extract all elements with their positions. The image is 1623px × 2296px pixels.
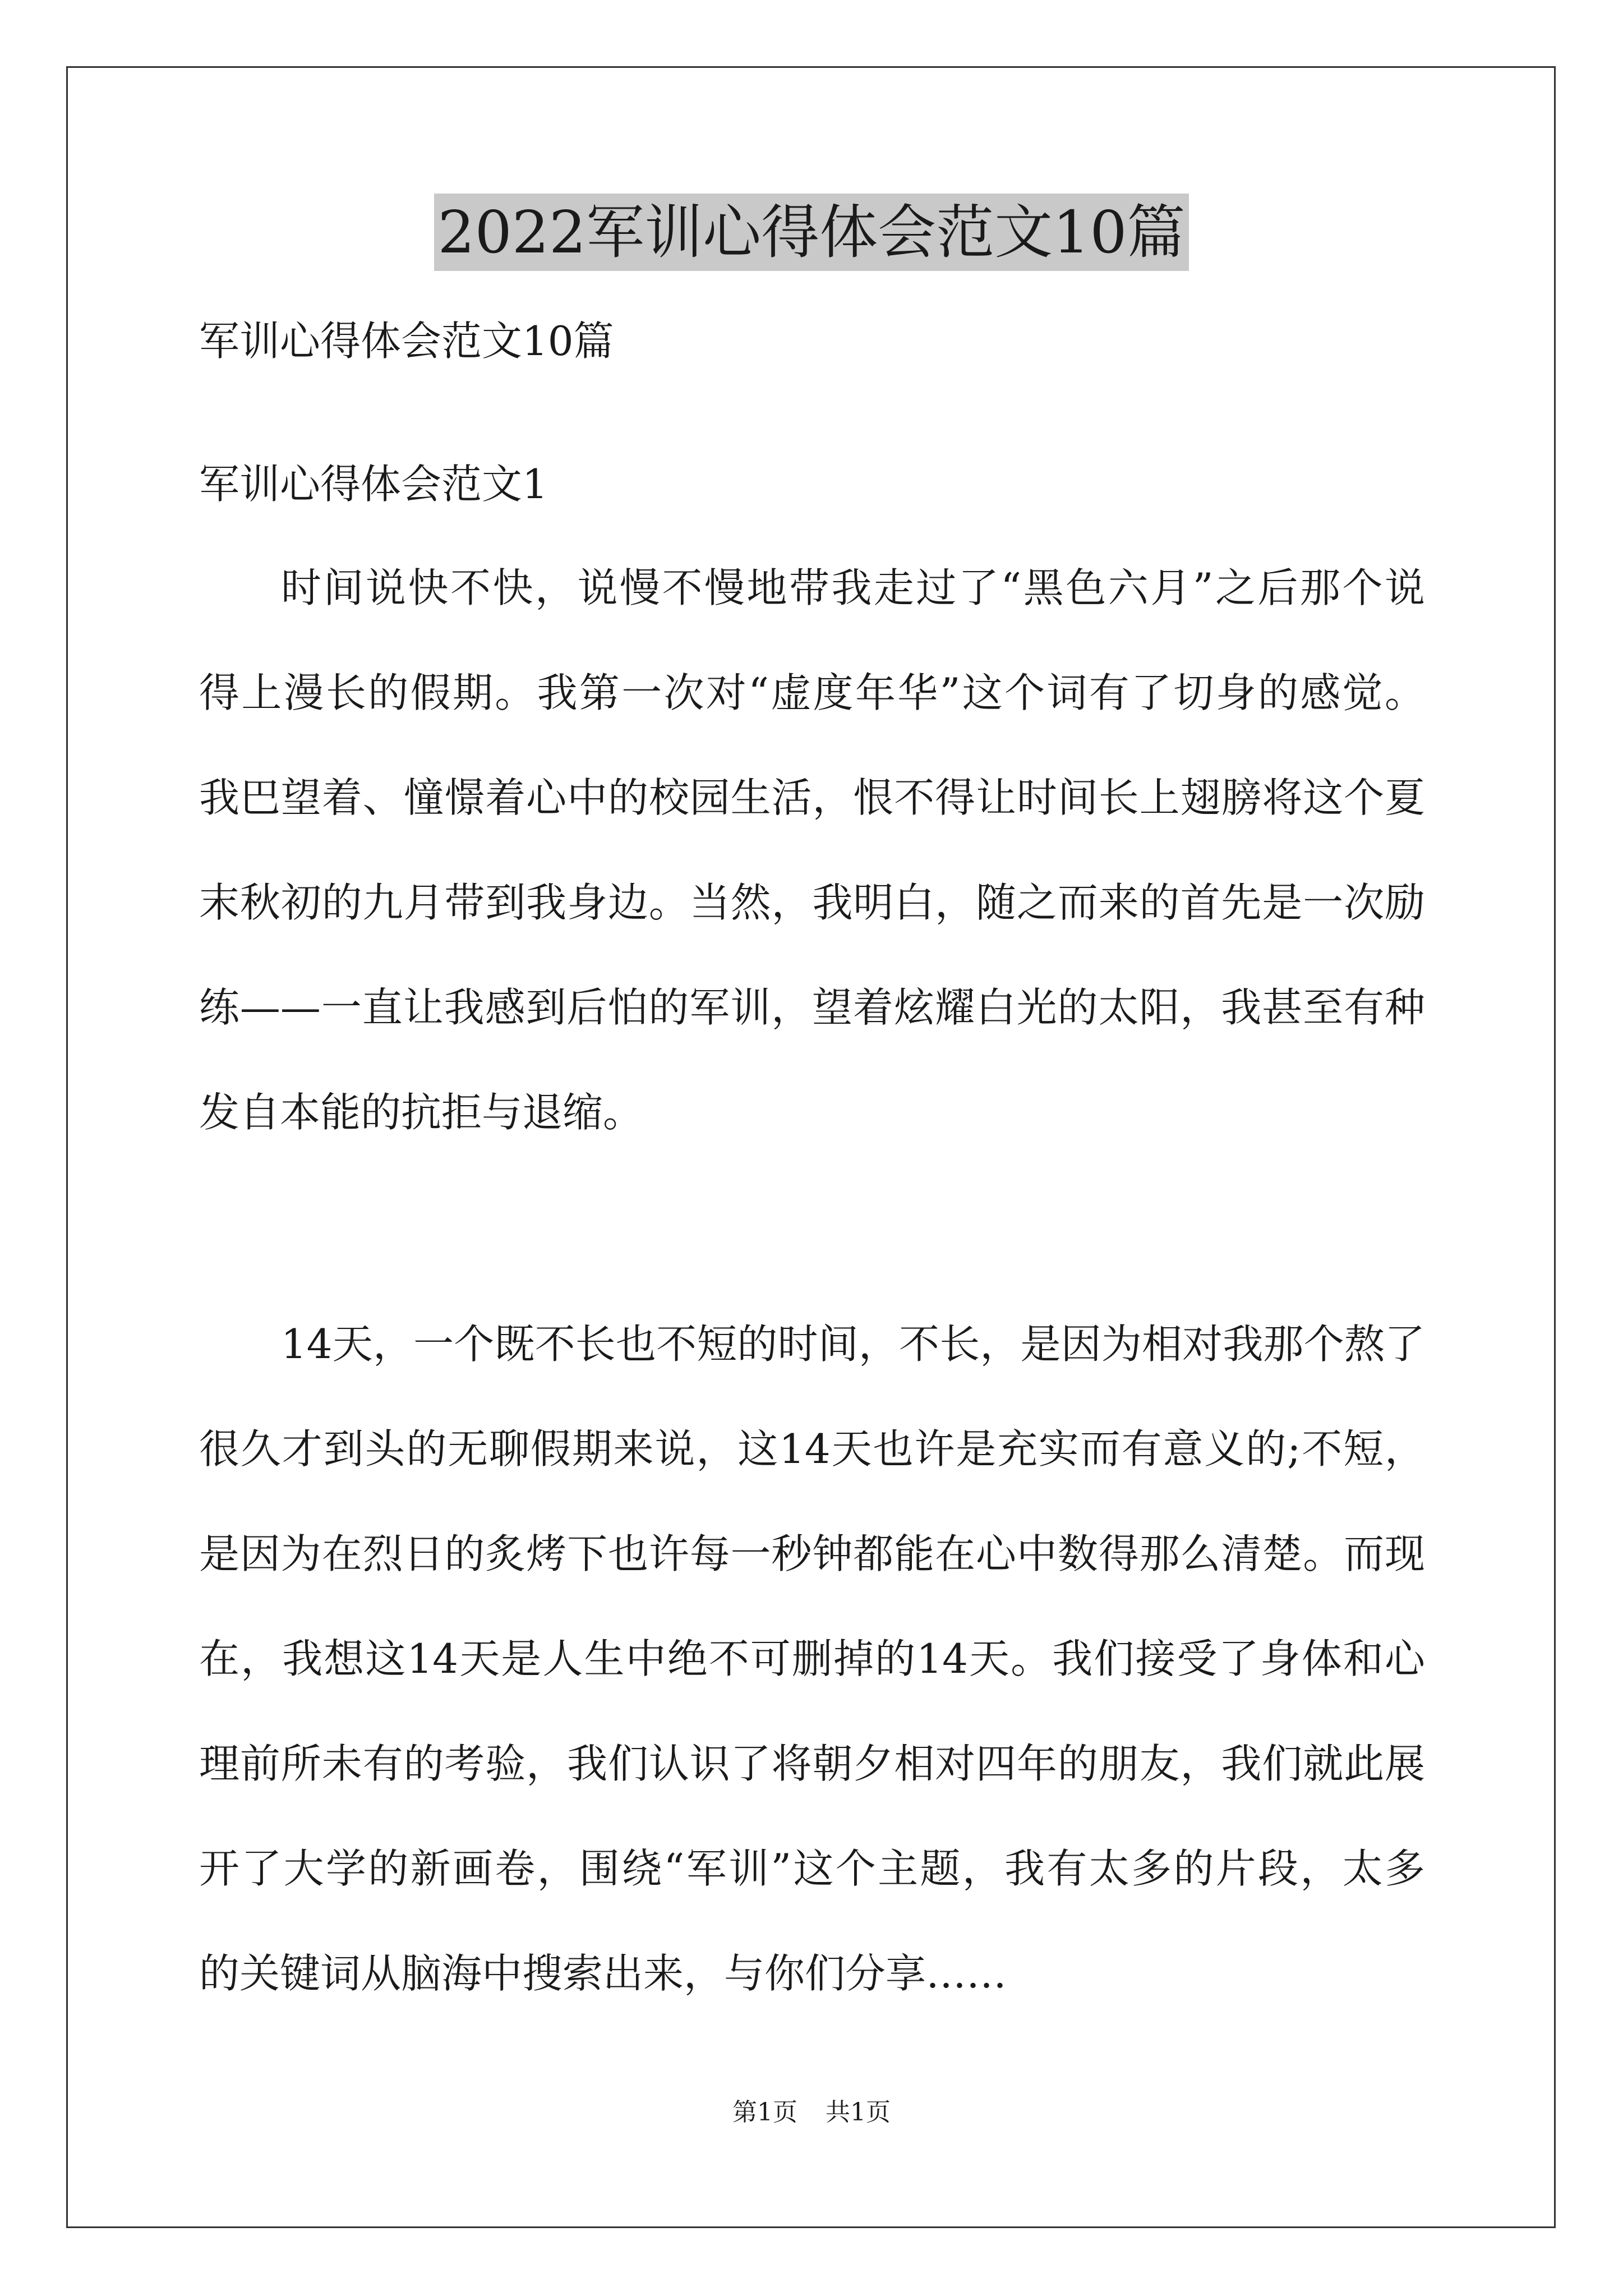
document-title-text: 2022军训心得体会范文10篇 <box>434 194 1188 271</box>
paragraph-2-line-7: 的关键词从脑海中搜索出来，与你们分享…… <box>199 1950 1007 1997</box>
paragraph-1-line-6: 发自本能的抗拒与退缩。 <box>199 1089 644 1136</box>
page-total: 共1页 <box>826 2098 891 2127</box>
document-title <box>0 194 1623 271</box>
page-number: 第1页 <box>732 2098 797 2127</box>
paragraph-2-line-5: 理前所未有的考验，我们认识了将朝夕相对四年的朋友，我们就此展 <box>199 1740 1425 1787</box>
paragraph-1-line-1: 时间说快不快，说慢不慢地带我走过了“黑色六月”之后那个说 <box>281 564 1425 611</box>
section-heading: 军训心得体会范文1 <box>199 461 548 508</box>
paragraph-2-line-4: 在，我想这14天是人生中绝不可删掉的14天。我们接受了身体和心 <box>199 1635 1425 1682</box>
page-border <box>66 66 1556 2228</box>
subtitle: 军训心得体会范文10篇 <box>199 318 614 365</box>
paragraph-2-line-1: 14天，一个既不长也不短的时间，不长，是因为相对我那个熬了 <box>281 1320 1425 1368</box>
paragraph-1-line-5: 练——一直让我感到后怕的军训，望着炫耀白光的太阳，我甚至有种 <box>199 984 1425 1031</box>
paragraph-1-line-3: 我巴望着、憧憬着心中的校园生活，恨不得让时间长上翅膀将这个夏 <box>199 774 1425 821</box>
page-footer <box>0 2096 1623 2129</box>
paragraph-2-line-2: 很久才到头的无聊假期来说，这14天也许是充实而有意义的;不短， <box>199 1425 1425 1473</box>
paragraph-2-line-3: 是因为在烈日的炙烤下也许每一秒钟都能在心中数得那么清楚。而现 <box>199 1530 1425 1577</box>
paragraph-2-line-6: 开了大学的新画卷，围绕“军训”这个主题，我有太多的片段，太多 <box>199 1845 1425 1892</box>
paragraph-1-line-4: 末秋初的九月带到我身边。当然，我明白，随之而来的首先是一次励 <box>199 879 1425 926</box>
paragraph-1-line-2: 得上漫长的假期。我第一次对“虚度年华”这个词有了切身的感觉。 <box>199 669 1425 716</box>
